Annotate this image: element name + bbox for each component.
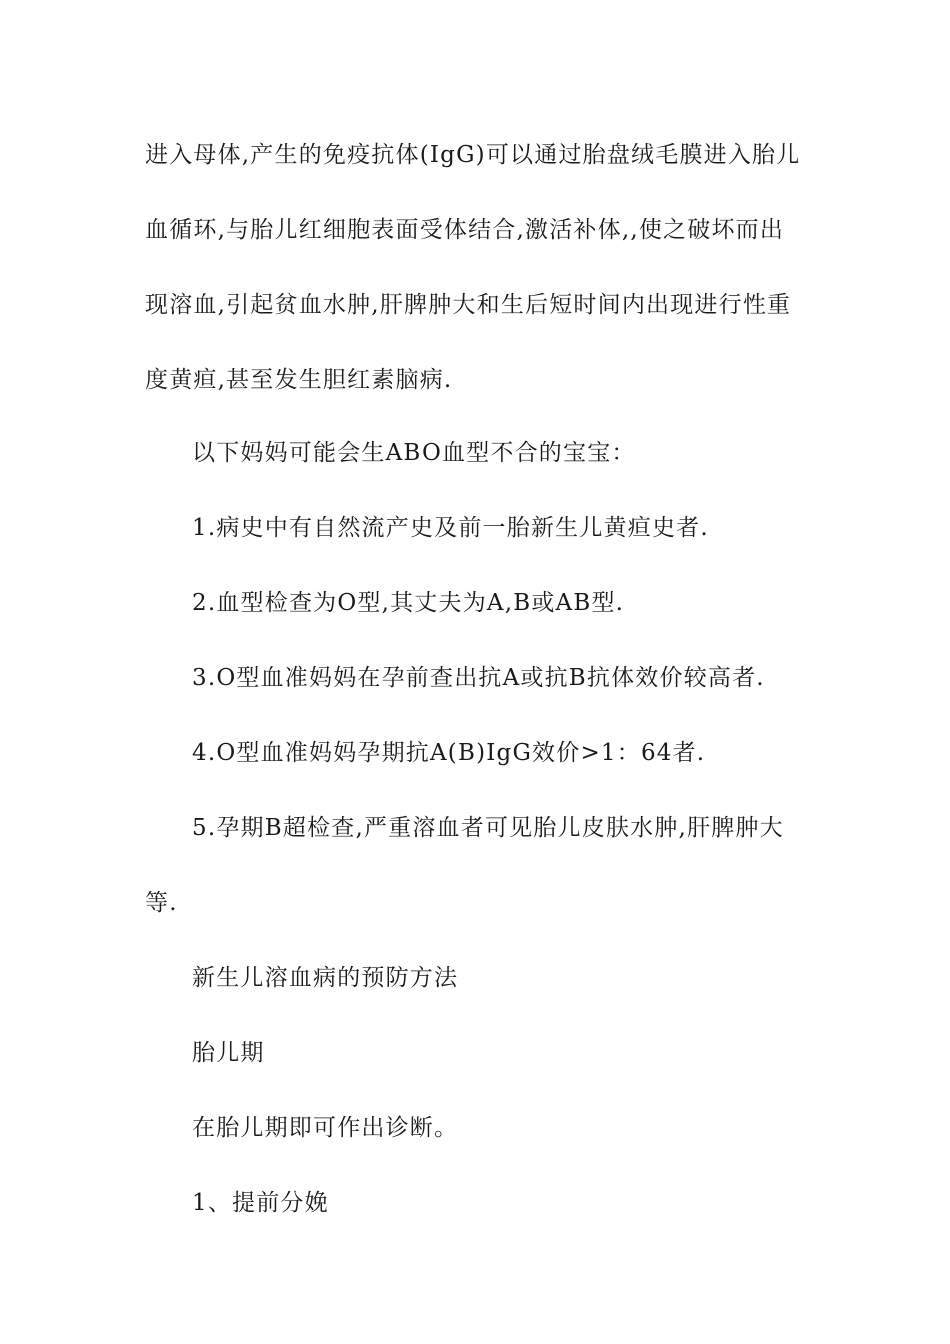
list-item-early-delivery: 1、提前分娩: [192, 1190, 329, 1216]
paragraph-fetal-diagnosis: 在胎儿期即可作出诊断。: [192, 1115, 459, 1141]
subheading-fetal-period: 胎儿期: [192, 1040, 265, 1066]
list-item-1: 1.病史中有自然流产史及前一胎新生儿黄疸史者.: [192, 515, 709, 541]
text-line: 度黄疸,甚至发生胆红素脑病.: [145, 367, 453, 393]
text-line: 5.孕期B超检查,严重溶血者可见胎儿皮肤水肿,肝脾肿大: [192, 815, 784, 841]
list-item-5: [145, 791, 795, 941]
section-heading-prevention: 新生儿溶血病的预防方法: [192, 965, 459, 991]
text-line: 血循环,与胎儿红细胞表面受体结合,激活补体,,使之破坏而出: [145, 217, 785, 243]
list-item-3: 3.O型血准妈妈在孕前查出抗A或抗B抗体效价较高者.: [192, 665, 765, 691]
list-item-2: 2.血型检查为O型,其丈夫为A,B或AB型.: [192, 590, 625, 616]
text-line: 现溶血,引起贫血水肿,肝脾肿大和生后短时间内出现进行性重: [145, 292, 792, 318]
text-line: 等.: [145, 890, 178, 916]
paragraph-mechanism: [145, 118, 801, 418]
list-item-4: 4.O型血准妈妈孕期抗A(B)IgG效价>1：64者.: [192, 740, 706, 766]
text-line: 进入母体,产生的免疫抗体(IgG)可以通过胎盘绒毛膜进入胎儿: [145, 142, 801, 168]
paragraph-intro-list: 以下妈妈可能会生ABO血型不合的宝宝：: [192, 440, 636, 466]
